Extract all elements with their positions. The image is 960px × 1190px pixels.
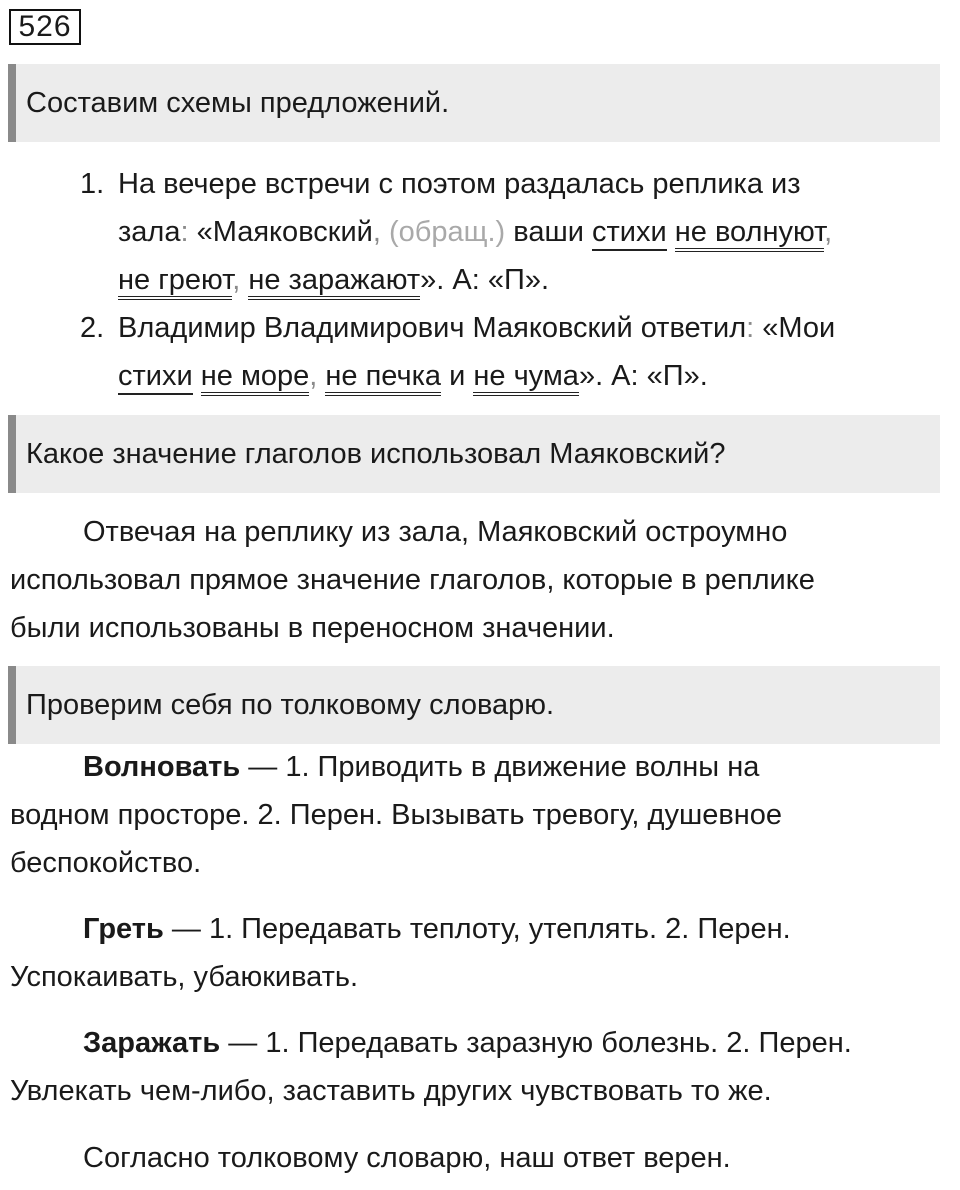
entry-line bbox=[10, 905, 950, 953]
list-item bbox=[80, 160, 950, 304]
text-fragment bbox=[667, 216, 675, 248]
address-note: (обращ.) bbox=[380, 216, 506, 248]
predicate-underline: не заражают bbox=[248, 264, 420, 300]
dictionary-entry-volnovat bbox=[10, 743, 950, 887]
list-item bbox=[80, 304, 950, 400]
entry-line: Увлекать чем-либо, заставить других чувствовать то же. bbox=[10, 1075, 772, 1107]
predicate-underline: не греют bbox=[118, 264, 232, 300]
entry-text: — 1. Передавать заразную болезнь. 2. Перен. bbox=[220, 1027, 852, 1059]
sentence-line bbox=[118, 352, 950, 400]
predicate-underline: не волнуют bbox=[675, 216, 824, 252]
comma-mark: , bbox=[824, 216, 833, 248]
sentence-line bbox=[118, 208, 950, 256]
entry-line: Успокаивать, убаюкивать. bbox=[10, 961, 359, 993]
predicate-underline: не печка bbox=[325, 360, 441, 396]
answer-line: использовал прямое значение глаголов, которые в реплике bbox=[10, 564, 815, 596]
comma-mark: , bbox=[309, 360, 318, 392]
text-fragment: зала bbox=[118, 216, 181, 248]
conclusion-line: Согласно толковому словарю, наш ответ верен. bbox=[83, 1142, 731, 1174]
subject-underline: стихи bbox=[592, 216, 667, 251]
text-fragment: ваши bbox=[505, 216, 593, 248]
text-fragment: ». А: «П». bbox=[578, 360, 708, 392]
entry-line bbox=[10, 1019, 950, 1067]
subject-underline: стихи bbox=[118, 360, 193, 395]
text-fragment: и bbox=[441, 360, 474, 392]
sentence-line: На вечере встречи с поэтом раздалась реплика из bbox=[118, 168, 801, 200]
predicate-underline: не чума bbox=[473, 360, 579, 396]
section-header-schemes: Составим схемы предложений. bbox=[8, 64, 940, 142]
section-header-dictionary: Проверим себя по толковому словарю. bbox=[8, 666, 940, 744]
text-fragment: Владимир Владимирович Маяковский ответил bbox=[118, 312, 747, 344]
text-fragment: «Мои bbox=[754, 312, 836, 344]
colon-mark: : bbox=[746, 312, 755, 344]
section-header-question: Какое значение глаголов использовал Маяковский? bbox=[8, 415, 940, 493]
comma-mark: , bbox=[372, 216, 381, 248]
list-number: 2. bbox=[80, 312, 105, 344]
entry-term: Заражать bbox=[83, 1027, 221, 1059]
dictionary-entry-gret bbox=[10, 905, 950, 1001]
dictionary-entry-zarazhat bbox=[10, 1019, 950, 1115]
entry-line: беспокойство. bbox=[10, 847, 202, 879]
task-number: 526 bbox=[9, 9, 81, 45]
answer-line: Отвечая на реплику из зала, Маяковский остроумно bbox=[83, 516, 788, 548]
sentence-line bbox=[118, 256, 950, 304]
comma-mark: , bbox=[232, 264, 241, 296]
colon-mark: : bbox=[180, 216, 189, 248]
entry-text: — 1. Приводить в движение волны на bbox=[240, 751, 760, 783]
sentence-line bbox=[118, 304, 950, 352]
conclusion-paragraph bbox=[10, 1134, 950, 1182]
text-fragment: «Маяковский bbox=[188, 216, 373, 248]
predicate-underline: не море bbox=[201, 360, 310, 396]
text-fragment: ». А: «П». bbox=[420, 264, 550, 296]
entry-line: водном просторе. 2. Перен. Вызывать тревогу, душевное bbox=[10, 799, 783, 831]
sentence-list bbox=[80, 160, 950, 400]
list-number: 1. bbox=[80, 168, 105, 200]
entry-term: Волновать bbox=[83, 751, 241, 783]
entry-text: — 1. Передавать теплоту, утеплять. 2. Перен. bbox=[163, 913, 791, 945]
entry-term: Греть bbox=[83, 913, 164, 945]
answer-paragraph bbox=[10, 508, 950, 652]
answer-line: были использованы в переносном значении. bbox=[10, 612, 615, 644]
entry-line bbox=[10, 743, 950, 791]
